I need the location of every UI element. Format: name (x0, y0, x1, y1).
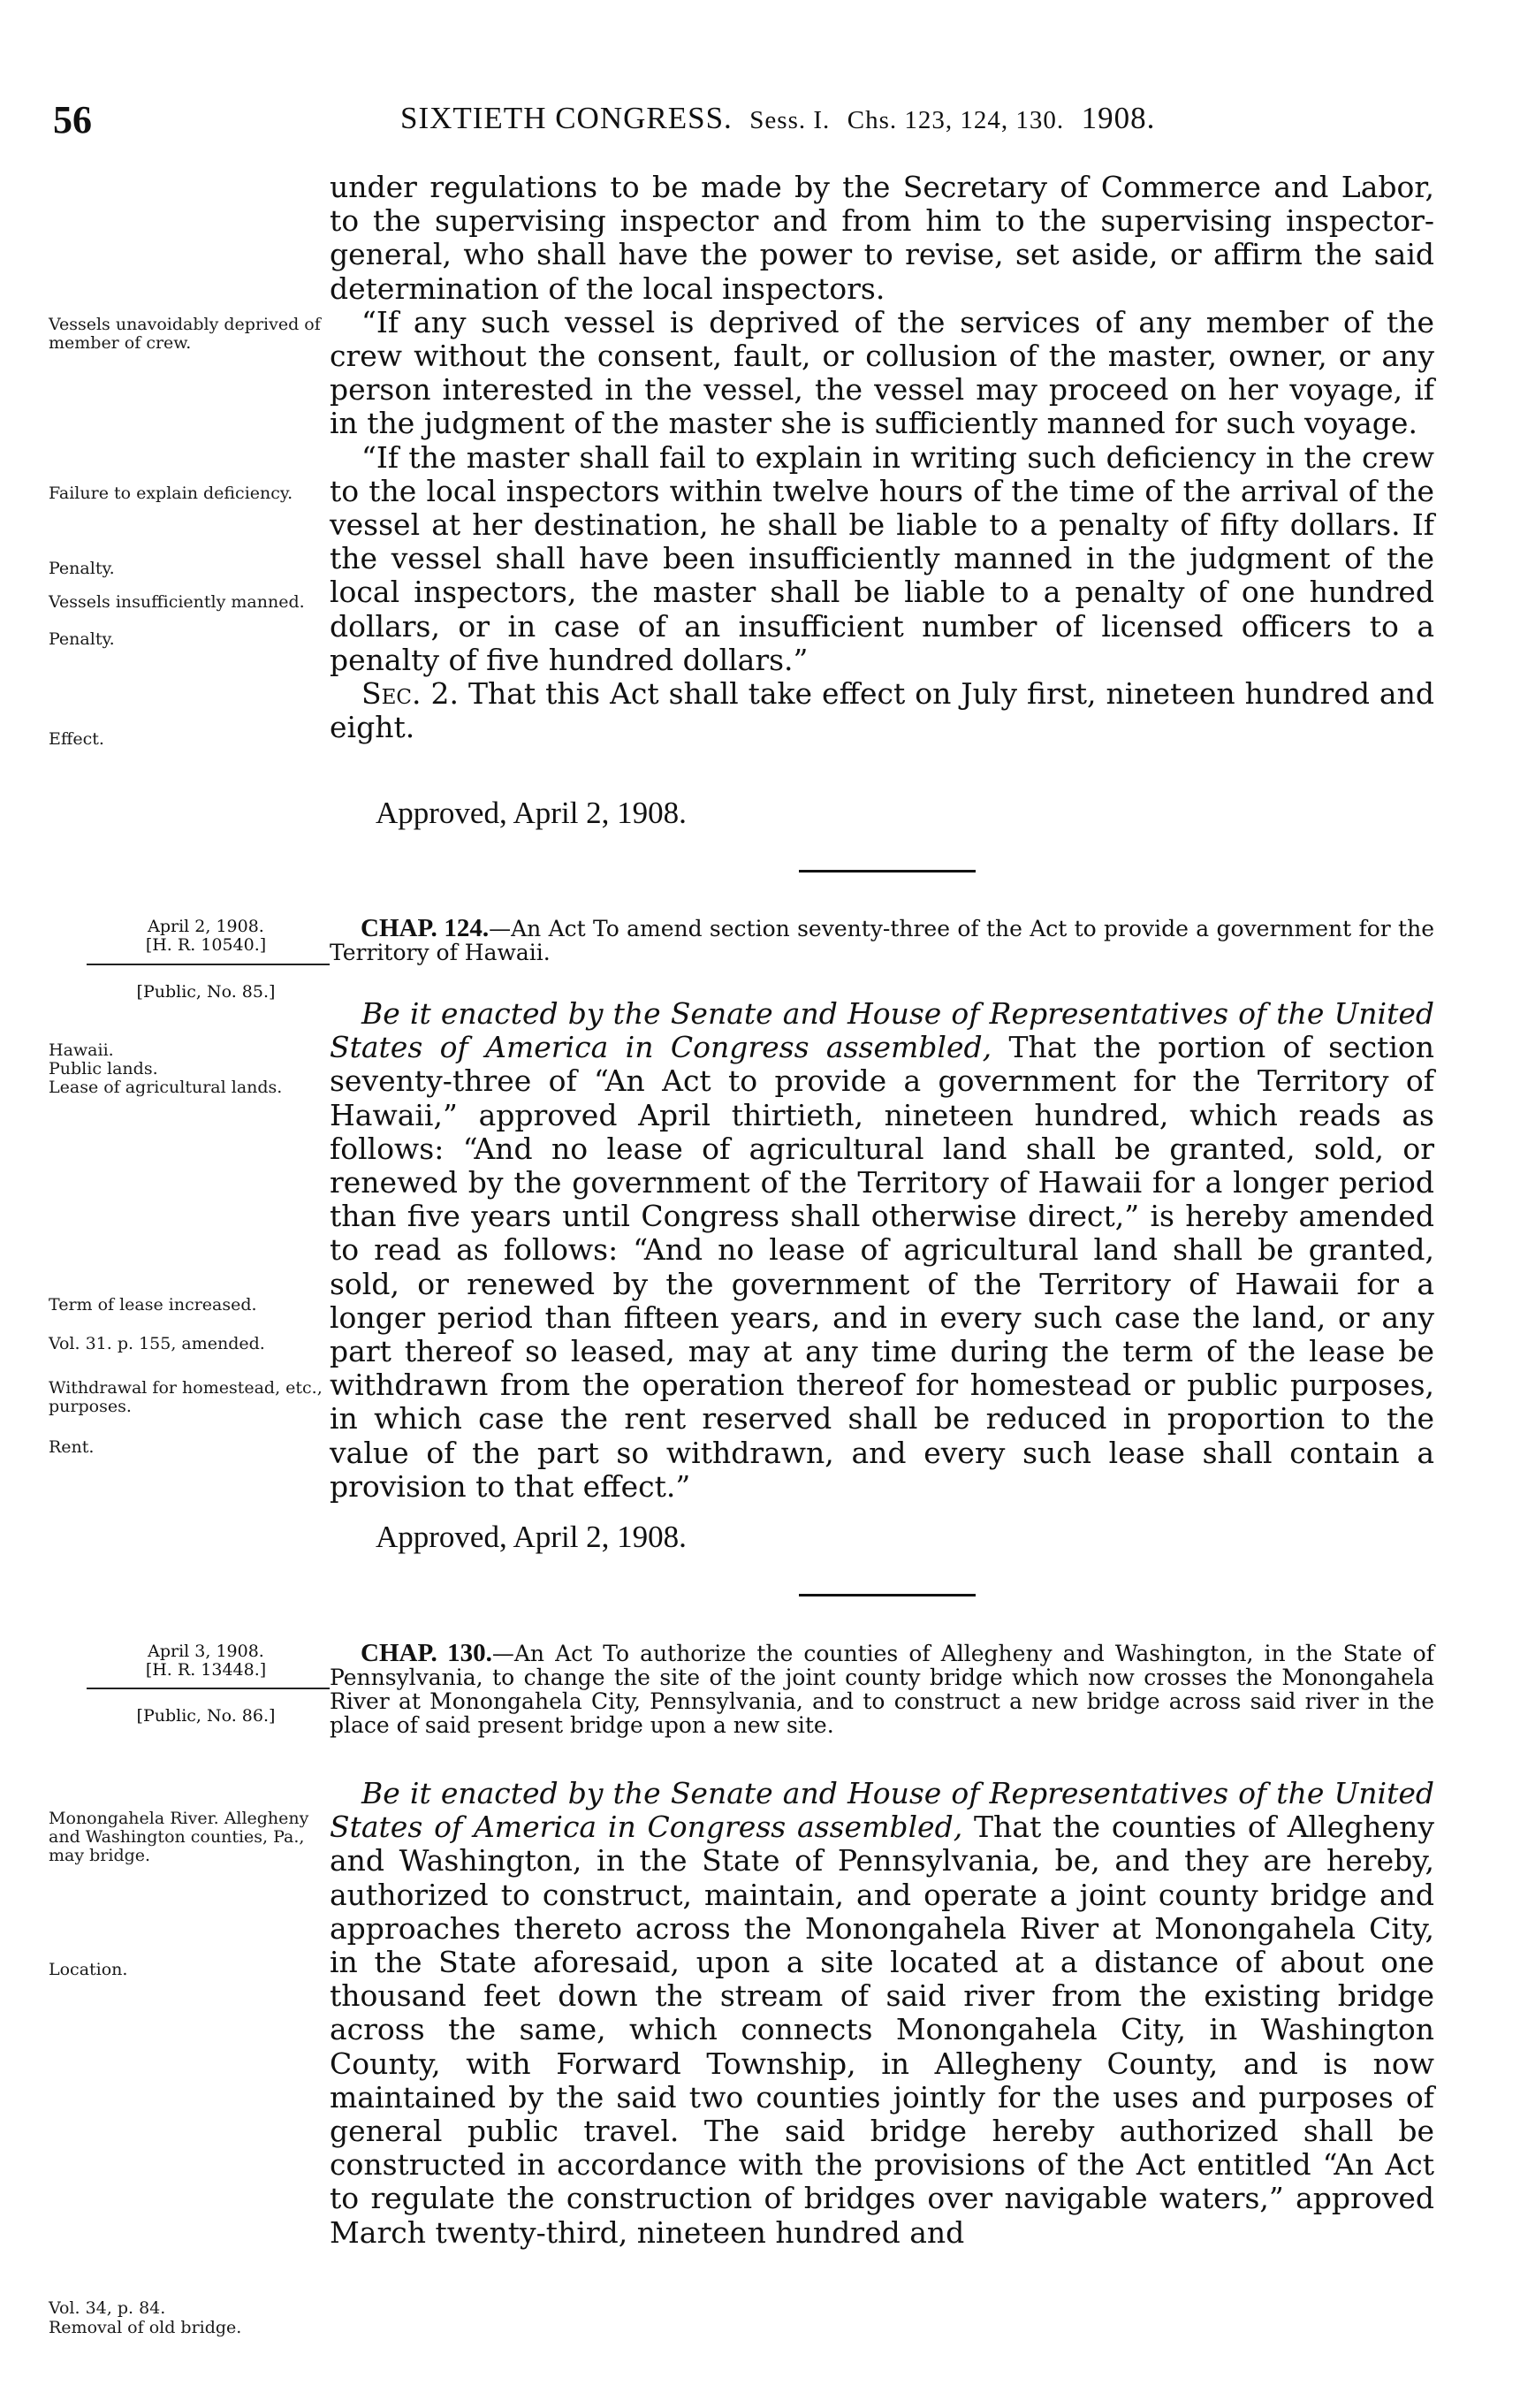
section-divider-1 (799, 870, 976, 873)
ch124-heading (330, 914, 1434, 965)
section-divider-2 (799, 1594, 976, 1596)
ch124-bill: [H. R. 10540.] (145, 935, 267, 955)
ch130-body-text: That the counties of Allegheny and Washington, in the State of Pennsylvania, be, and they are hereby, authorized to construct, maintain, and operate a joint county bridge and approaches thereto across the Monongahela River at Monongahela City, in the State aforesaid, upon a site located at a distance of about one thousand feet down the stream of said river from the existing bridge across the same, which connects Monongahela City, in Washington County, with Forward Township, in Allegheny County, and is now maintained by the said two counties jointly for the uses and purposes of general public travel. The said bridge hereby authorized shall be constructed in accordance with the provisions of the Act entitled “An Act to regulate the construction of bridges over navigable waters,” approved March twenty-third, nineteen hundred and (330, 1810, 1434, 2250)
ch124-public-law: [Public, No. 85.] (136, 982, 276, 1002)
session-label: Sess. I. (749, 106, 831, 134)
ch130-title: —An Act To authorize the counties of Allegheny and Washington, in the State of Pennsylvania, to change the site of the joint county bridge which now crosses the Monongahela River at Monongahela City, Pennsylvania, and to construct a new bridge across said river in the place of said present bridge upon a new site. (330, 1641, 1434, 1738)
ch124-date: April 2, 1908. (148, 917, 264, 936)
ch130-side-rule (87, 1688, 330, 1689)
page-number: 56 (53, 98, 92, 141)
ch123-paragraph-1: under regulations to be made by the Secretary of Commerce and Labor, to the supervising inspector and from him to the supervising inspector-general, who shall have the power to revise, set aside, or affirm the said determination of the local inspectors. (330, 170, 1434, 306)
margin-note-effect: Effect. (49, 729, 104, 749)
margin-note-failure: Failure to explain deficiency. (49, 484, 293, 503)
ch123-approved: Approved, April 2, 1908. (376, 796, 687, 830)
margin-note-vol-31: Vol. 31. p. 155, amended. (49, 1334, 265, 1353)
ch124-enacting-clause: Be it enacted by the Senate and House of Representatives of the United States of America in Congress assembled, (330, 996, 1434, 1065)
margin-note-penalty-2: Penalty. (49, 629, 115, 649)
chapters-label: Chs. 123, 124, 130. (847, 106, 1065, 134)
ch124-approved: Approved, April 2, 1908. (376, 1520, 687, 1554)
ch130-public-law: [Public, No. 86.] (136, 1706, 276, 1726)
ch123-paragraph-4 (330, 677, 1434, 744)
ch123-paragraph-3: “If the master shall fail to explain in writing such deficiency in the crew to the local inspectors within twelve hours of the time of the arrival of the vessel at her destination, he shall be liable to a penalty of fifty dollars. If the vessel shall have been insufficiently manned in the judgment of the local inspectors, the master shall be liable to a penalty of one hundred dollars, or in case of an insufficient number of licensed officers to a penalty of five hundred dollars.” (330, 439, 1434, 677)
chapter-130-body (330, 1777, 1434, 2250)
ch130-paragraph (330, 1777, 1434, 2250)
ch123-paragraph-2: “If any such vessel is deprived of the services of any member of the crew without the consent, fault, or collusion of the master, owner, or any person interested in the vessel, the vessel may proceed on her voyage, if in the judgment of the master she is sufficiently manned for such voyage. (330, 304, 1434, 441)
margin-note-vol-34: Vol. 34, p. 84. (49, 2298, 166, 2318)
margin-note-removal: Removal of old bridge. (49, 2318, 242, 2337)
running-header (53, 97, 1449, 141)
ch130-heading (330, 1639, 1434, 1738)
margin-note-location: Location. (49, 1960, 128, 1979)
ch124-body-text: That the portion of section seventy-three of “An Act to provide a government for the Territory of Hawaii,” approved April thirtieth, nineteen hundred, which reads as follows: “And no lease of agricultural land shall be granted, sold, or renewed by the government of the Territory of Hawaii for a longer period than five years until Congress shall otherwise direct,” is hereby amended to read as follows: “And no lease of agricultural land shall be granted, sold, or renewed by the government of the Territory of Hawaii for a longer period than fifteen years, and in every such case the land, or any part thereof so leased, may at any time during the term of the lease be withdrawn from the operation thereof for homestead or public purposes, in which case the rent reserved shall be reduced in proportion to the value of the part so withdrawn, and every such lease shall contain a provision to that effect.” (330, 1030, 1434, 1504)
ch130-bill: [H. R. 13448.] (145, 1660, 267, 1680)
congress-label: SIXTIETH CONGRESS. (400, 101, 733, 135)
margin-note-withdrawal: Withdrawal for homestead, etc., purposes. (49, 1378, 323, 1416)
margin-note-rent: Rent. (49, 1437, 95, 1457)
margin-note-vessels: Vessels unavoidably deprived of member of crew. (49, 315, 321, 353)
year-label: 1908. (1081, 101, 1156, 135)
section-2-label: Sec. 2. (361, 676, 459, 712)
ch130-date: April 3, 1908. (148, 1642, 264, 1661)
ch124-title: —An Act To amend section seventy-three of the Act to provide a government for the Territory of Hawaii. (330, 916, 1434, 965)
margin-note-term: Term of lease increased. (49, 1295, 257, 1314)
margin-note-public-lands: Public lands. (49, 1059, 158, 1078)
margin-note-penalty: Penalty. (49, 559, 115, 578)
margin-note-insufficient: Vessels insufficiently manned. (49, 592, 305, 612)
ch130-chap-label: CHAP. 130. (361, 1639, 492, 1667)
margin-note-hawaii: Hawaii. (49, 1040, 114, 1060)
chapter-123-body (330, 171, 1434, 744)
section-2-text: That this Act shall take effect on July first, nineteen hundred and eight. (330, 676, 1434, 745)
running-head-text (400, 101, 1155, 136)
ch124-chap-label: CHAP. 124. (361, 914, 490, 942)
ch124-paragraph (330, 997, 1434, 1504)
ch124-side-rule (87, 964, 330, 965)
ch130-enacting-clause: Be it enacted by the Senate and House of Representatives of the United States of America in Congress assembled, (330, 1776, 1434, 1845)
margin-note-monongahela: Monongahela River. Allegheny and Washington counties, Pa., may bridge. (49, 1809, 309, 1865)
chapter-124-body (330, 997, 1434, 1504)
margin-note-lease: Lease of agricultural lands. (49, 1078, 283, 1097)
